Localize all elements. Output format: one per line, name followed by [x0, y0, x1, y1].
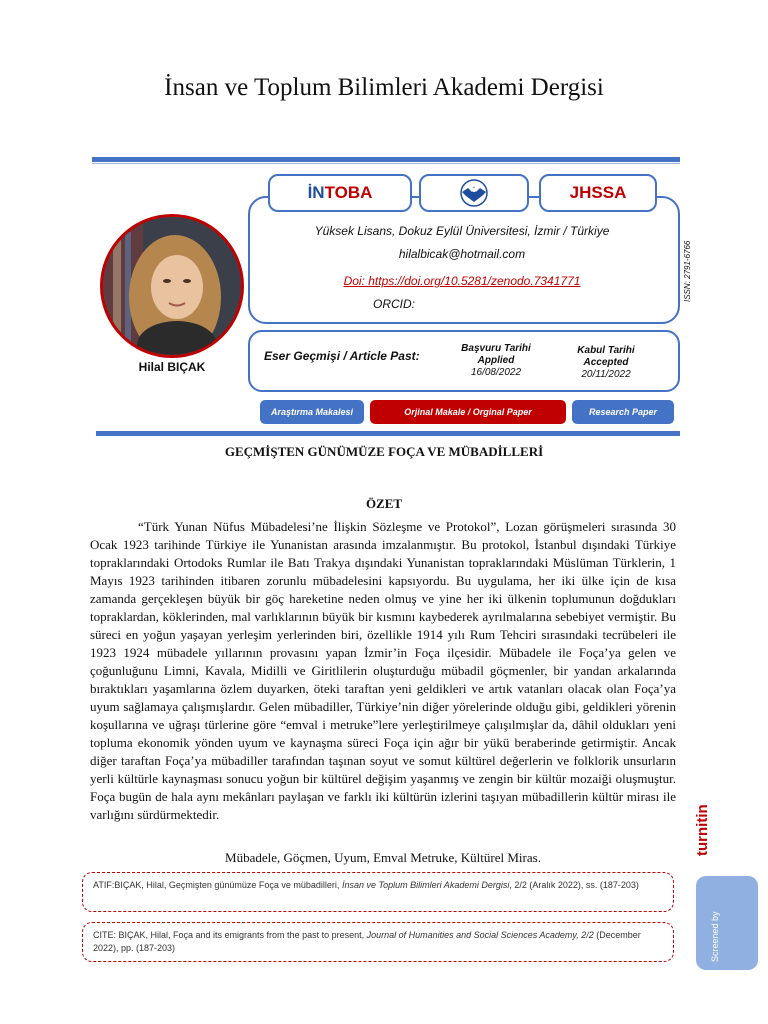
screened-by-text: Screened by [710, 911, 720, 962]
turnitin-text: turnitin [694, 804, 711, 856]
accepted-date-block [556, 345, 656, 381]
author-photo [100, 214, 244, 358]
emblem-icon [444, 178, 504, 208]
orcid-label: ORCID: [373, 297, 415, 311]
journal-abbrev-tr [268, 174, 412, 212]
author-affiliation: Yüksek Lisans, Dokuz Eylül Üniversitesi, İzmir / Türkiye [314, 224, 610, 238]
header-bottom-rule [96, 431, 680, 436]
citation-en-journal: Journal of Humanities and Social Sciences Academy, 2/2 [366, 930, 594, 940]
journal-title: İnsan ve Toplum Bilimleri Akademi Dergisi [164, 74, 604, 101]
portrait-image [103, 217, 241, 355]
citation-tr [82, 872, 674, 912]
author-name: Hilal BIÇAK [138, 360, 206, 374]
article-past-label: Eser Geçmişi / Article Past: [264, 349, 420, 363]
article-type-research-tr: Araştırma Makalesi [260, 400, 364, 424]
header-rule [92, 157, 680, 162]
applied-label-en: Applied [477, 355, 515, 366]
applied-date-block [446, 343, 546, 379]
logo-tab [419, 174, 529, 212]
abstract-body [90, 518, 676, 824]
citation-en-prefix: CITE: BIÇAK, Hilal, Foça and its emigrants from the past to present, [93, 930, 367, 940]
author-email[interactable]: hilalbicak@hotmail.com [398, 247, 526, 261]
article-type-research-en: Research Paper [572, 400, 674, 424]
header-rule-thin [92, 163, 680, 164]
abstract-heading: ÖZET [365, 496, 403, 511]
accepted-date: 20/11/2022 [581, 369, 631, 380]
applied-label-tr: Başvuru Tarihi [461, 343, 531, 354]
article-type-original: Orjinal Makale / Orginal Paper [370, 400, 566, 424]
article-title: GEÇMİŞTEN GÜNÜMÜZE FOÇA VE MÜBADİLLERİ [224, 444, 544, 459]
citation-en [82, 922, 674, 962]
doi-link-line [248, 274, 676, 288]
doi-link[interactable]: Doi: https://doi.org/10.5281/zenodo.7341771 [343, 274, 581, 288]
accepted-label-en: Accepted [583, 357, 629, 368]
citation-tr-prefix: ATIF:BIÇAK, Hilal, Geçmişten günümüze Foça ve mübadilleri, [93, 880, 342, 890]
journal-abbrev-tr-prefix: İN [307, 183, 325, 202]
citation-tr-suffix: , 2/2 (Aralık 2022), ss. (187-203) [509, 880, 639, 890]
issn: ISSN: 2791-6766 [683, 240, 692, 302]
journal-abbrev-en: JHSSA [539, 174, 657, 212]
keywords: Mübadele, Göçmen, Uyum, Emval Metruke, Kültürel Miras. [225, 850, 541, 865]
screened-by-badge [696, 876, 758, 970]
journal-abbrev-tr-suffix: TOBA [324, 183, 373, 202]
abstract-paragraph: “Türk Yunan Nüfus Mübadelesi’ne İlişkin Sözleşme ve Protokol”, Lozan görüşmeleri sırasında 30 Ocak 1923 tarihinde Türkiye ile Yunanistan arasında imzalanmıştır. Bu protokol, İstanbul dışındaki Türkiye topraklarındaki Ortodoks Rumlar ile Batı Trakya dışındaki Yunanistan topraklarındaki Müslüman Türklerin, 1 Mayıs 1923 tarihinden itibaren zorunlu mübadelesini kapsıyordu. Bu uygulama, her iki ülke için de kısa zamanda gerçekleşen büyük bir göç hareketine neden olmuş ve yine her iki ülkenin toplumunun doğdukları topraklardan, köklerinden, mal varlıklarının büyük bir kısmını kaybederek ayrılmalarına sebebiyet vermiştir. Bu süreci en yoğun yaşayan yerleşim yerlerinden biri, özellikle 1914 yılı Rum Tehciri sırasındaki tecrübeleri ile 1923 1924 mübadele yıllarının provasını yapan İzmir’in Foça ilçesidir. Mübadele ile Foça’ya gelen ve çoğunluğunu Limni, Kavala, Midilli ve Giritlilerin oluşturduğu mübadil göçmenler, bir yandan arkalarında bıraktıkları yaşamlarına özlem duyarken, öteki taraftan yeni geldikleri ve artık vatanları olacak olan Foça’ya uyum sağlamaya çalışmışlardır. Gelen mübadiller, Türkiye’nin diğer yörelerinde olduğu gibi, geldikleri yörenin koşullarına ve uğraşı türlerine göre “emval i metruke”lere yerleştirilmeye çalışılmışlar da, dâhil oldukları yeni topluma ekonomik yönden uyum ve kaynaşma süreci Foça için ağır bir yükü beraberinde getirmiştir. Ancak diğer taraftan Foça’ya mübadiller tarafından taşınan soyut ve somut kültürel değerlerin ve folklorik unsurların yerli kültürle kaynaşması sonucu yoğun bir kültürel değişim yaşanmış ve zengin bir kültür mozaiği oluşmuştur. Foça bugün de hala aynı mekânları paylaşan ve farklı iki kültürün izlerini taşıyan mübadillerin kültür mirası ile varlığını sürdürmektedir. [90, 519, 676, 822]
accepted-label-tr: Kabul Tarihi [577, 345, 635, 356]
turnitin-logo [690, 790, 730, 860]
citation-en-suffix: (December 2022), pp. (187-203) [93, 930, 641, 953]
applied-date: 16/08/2022 [470, 367, 522, 378]
citation-tr-journal: İnsan ve Toplum Bilimleri Akademi Dergisi [341, 880, 510, 890]
